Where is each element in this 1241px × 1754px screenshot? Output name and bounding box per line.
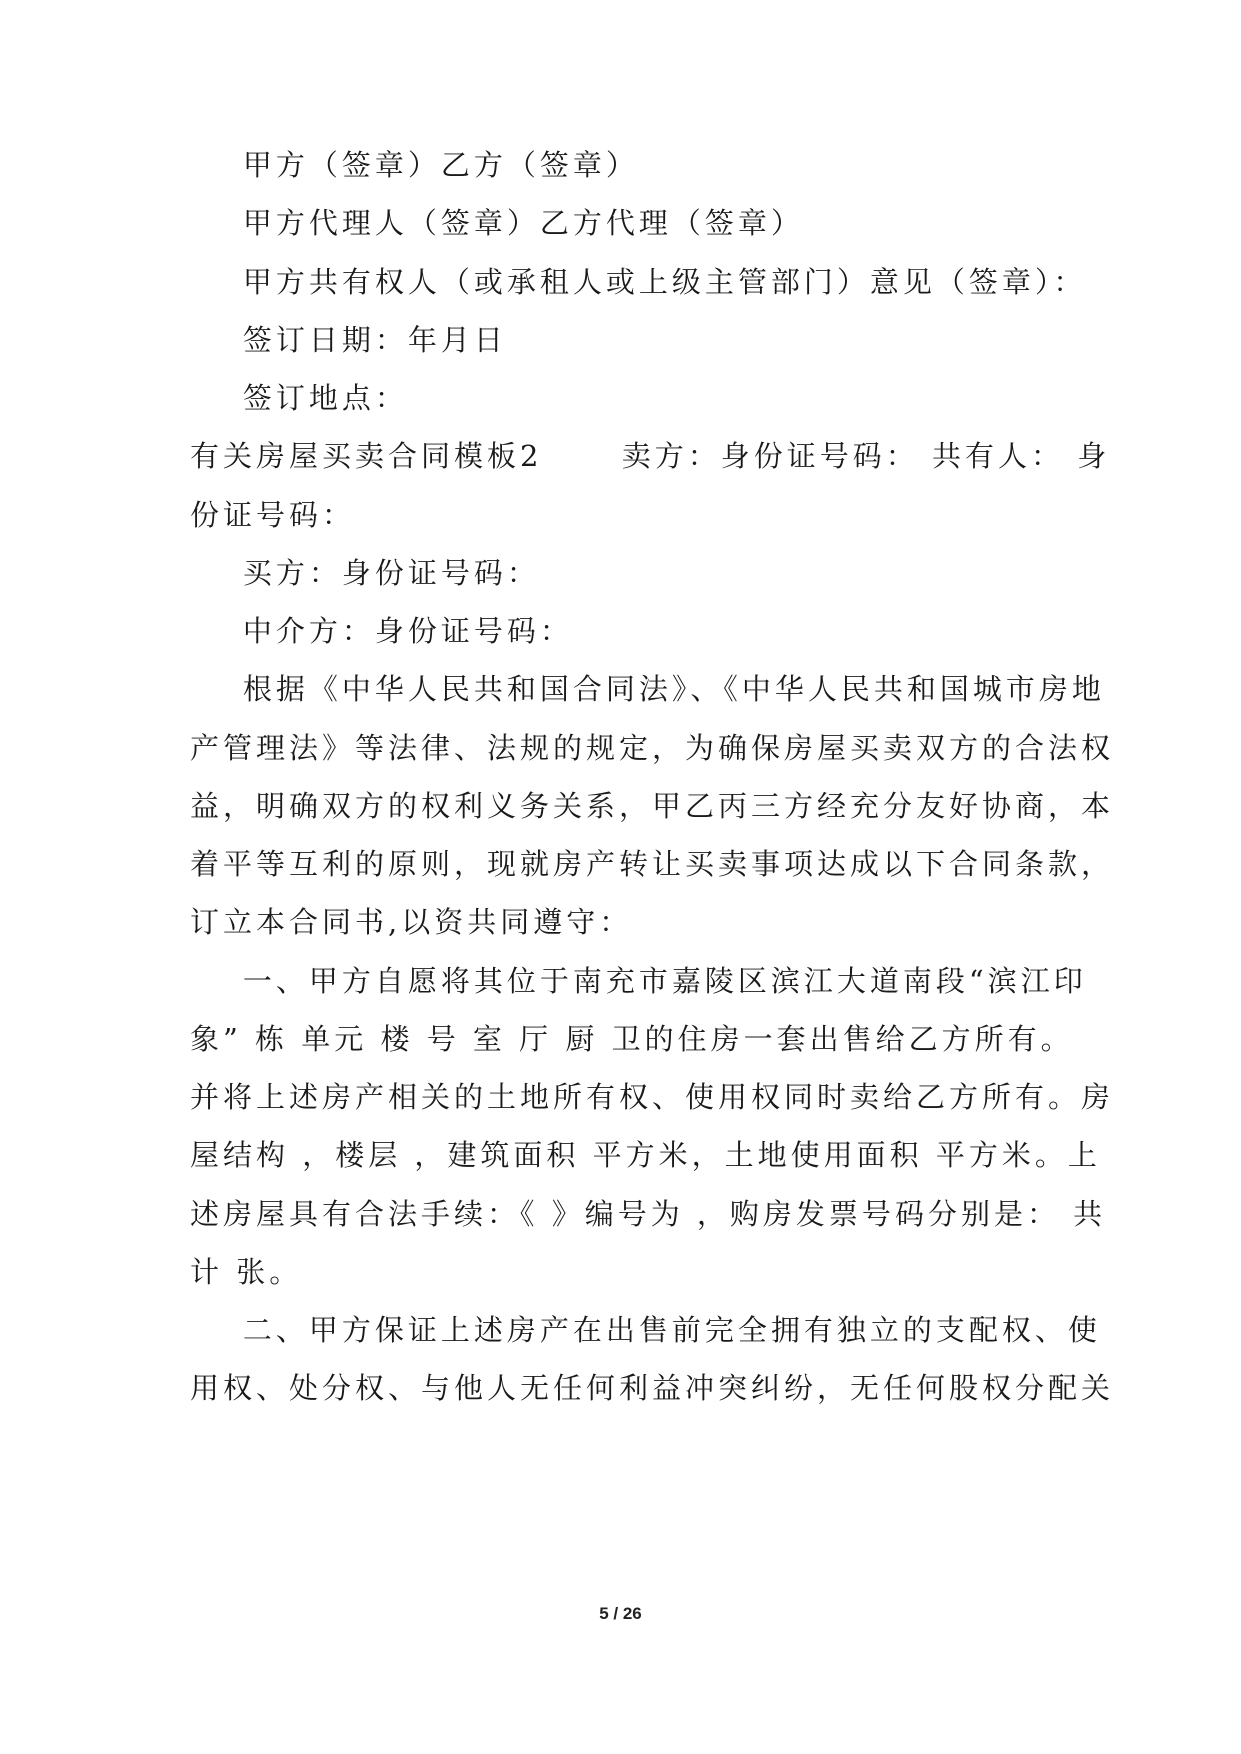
text-line: 份证号码：: [190, 498, 356, 532]
text-line: 计 张。: [190, 1255, 303, 1289]
page-number: 5 / 26: [599, 1604, 642, 1623]
text-line: 益，明确双方的权利义务关系，甲乙丙三方经充分友好协商，本: [190, 789, 1115, 823]
text-line: 根据《中华人民共和国合同法》、《中华人民共和国城市房地: [190, 672, 1105, 706]
text-line: 屋结构 ，楼层 ，建筑面积 平方米，土地使用面积 平方米。上: [190, 1138, 1101, 1172]
text-line: 签订日期：年月日: [190, 323, 507, 357]
text-line: 述房屋具有合法手续：《 》编号为 ，购房发票号码分别是： 共: [190, 1197, 1107, 1231]
text-line: 甲方共有权人（或承租人或上级主管部门）意见（签章）：: [190, 265, 1087, 299]
text-line: 甲方（签章）乙方（签章）: [190, 148, 639, 182]
text-line: 一、甲方自愿将其位于南充市嘉陵区滨江大道南段“滨江印: [190, 964, 1087, 998]
text-line: 签订地点：: [190, 381, 408, 415]
text-line: 订立本合同书,以资共同遵守：: [190, 905, 633, 939]
text-line: 有关房屋买卖合同模板2 卖方：身份证号码： 共有人： 身: [190, 439, 1111, 473]
text-line: 用权、处分权、与他人无任何利益冲突纠纷，无任何股权分配关: [190, 1371, 1115, 1405]
text-line: 产管理法》等法律、法规的规定，为确保房屋买卖双方的合法权: [190, 731, 1115, 765]
text-line: 甲方代理人（签章）乙方代理（签章）: [190, 206, 804, 240]
text-line: 并将上述房产相关的土地所有权、使用权同时卖给乙方所有。房: [190, 1080, 1115, 1114]
text-line: 象” 栋 单元 楼 号 室 厅 厨 卫的住房一套出售给乙方所有。: [190, 1022, 1074, 1056]
text-line: 二、甲方保证上述房产在出售前完全拥有独立的支配权、使: [190, 1313, 1101, 1347]
text-line: 买方：身份证号码：: [190, 556, 540, 590]
text-line: 着平等互利的原则，现就房产转让买卖事项达成以下合同条款，: [190, 847, 1115, 881]
text-line: 中介方：身份证号码：: [190, 614, 573, 648]
